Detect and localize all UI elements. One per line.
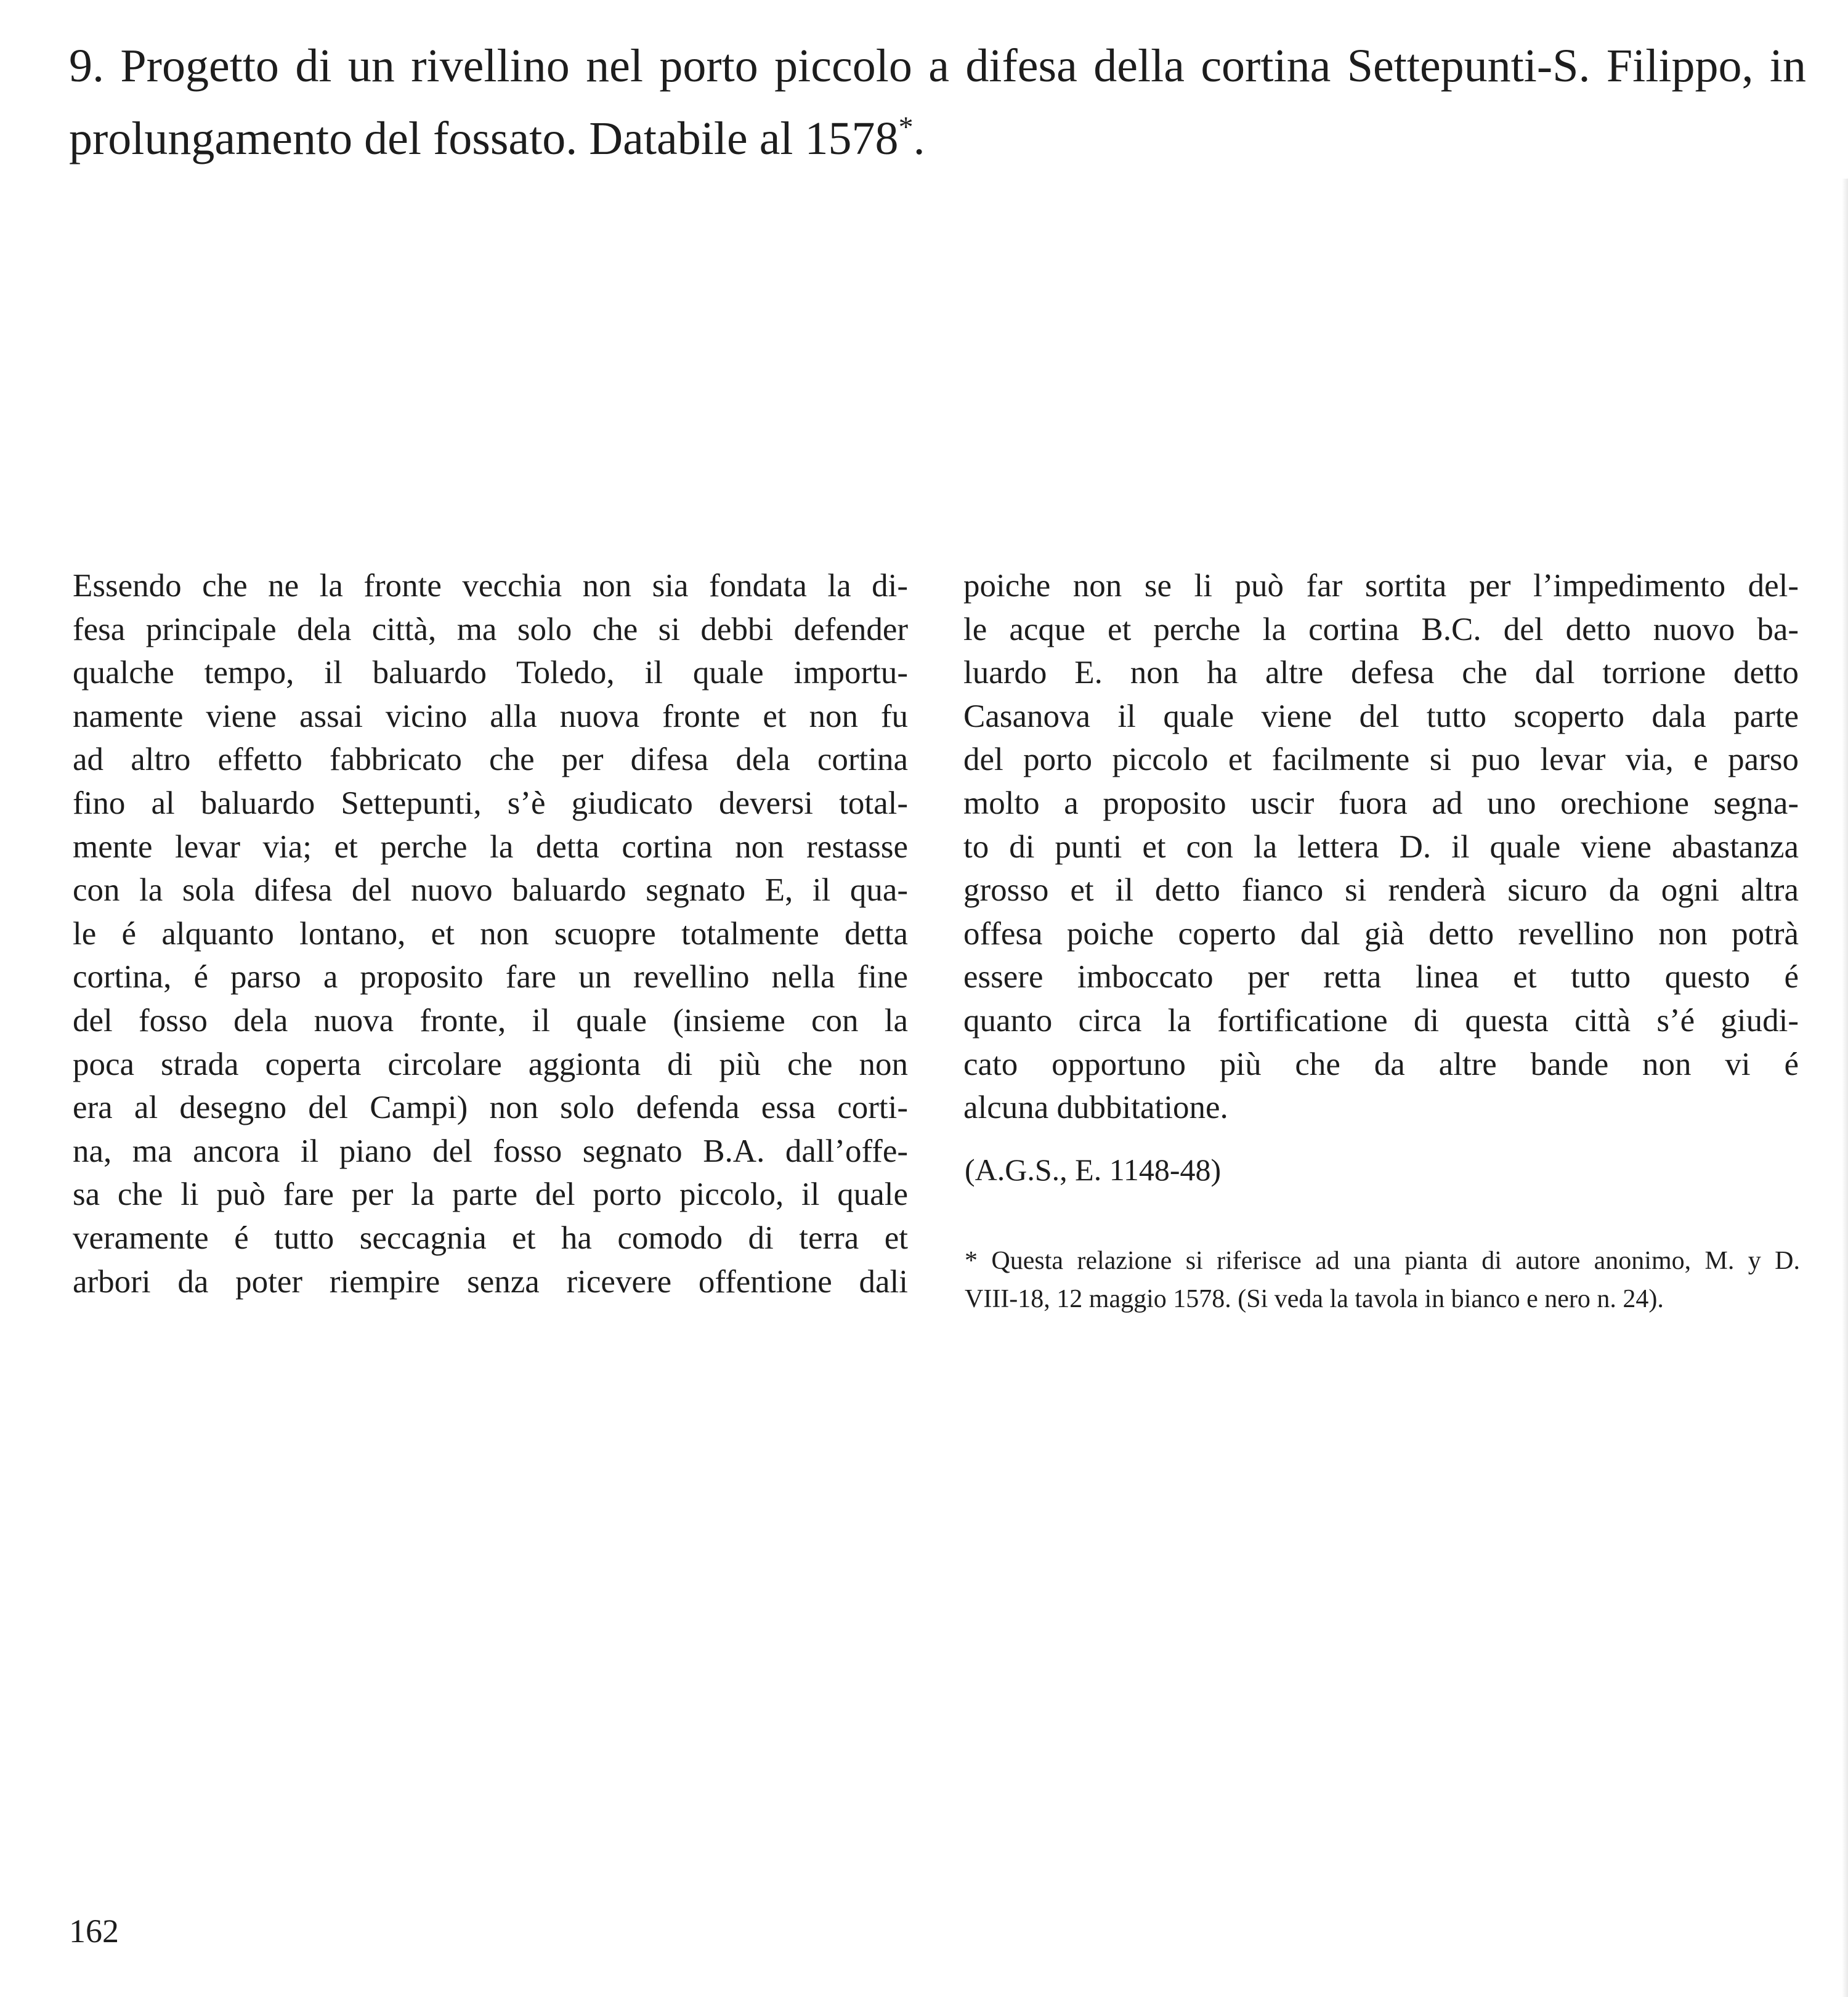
- text-line: fino al baluardo Settepunti, s’è giudicato deversi total-: [73, 785, 908, 821]
- text-line: del fosso dela nuova fronte, il quale (insieme con la: [73, 1002, 908, 1039]
- body-column-right: [963, 564, 1799, 1130]
- text-line: arbori da poter riempire senza ricevere offentione dali: [73, 1263, 908, 1300]
- text-line: na, ma ancora il piano del fosso segnato B.A. dall’offe-: [73, 1133, 908, 1169]
- text-line: luardo E. non ha altre defesa che dal torrione detto: [963, 655, 1799, 691]
- page-edge-shadow: [1842, 179, 1848, 1997]
- text-line: qualche tempo, il baluardo Toledo, il quale importu-: [73, 655, 908, 691]
- text-line: namente viene assai vicino alla nuova fronte et non fu: [73, 698, 908, 734]
- text-line: ad altro effetto fabbricato che per difesa dela cortina: [73, 742, 908, 778]
- title-text: 9. Progetto di un rivellino nel porto piccolo a difesa della cortina Settepunti-S. Filippo, in prolungamento del fossato. Databile al 1578: [69, 40, 1806, 164]
- footnote-line: VIII-18, 12 maggio 1578. (Si veda la tavola in bianco e nero n. 24).: [965, 1285, 1664, 1313]
- text-line: le acque et perche la cortina B.C. del detto nuovo ba-: [963, 611, 1799, 647]
- text-line: molto a proposito uscir fuora ad uno orechione segna-: [963, 785, 1799, 821]
- text-line: Essendo che ne la fronte vecchia non sia fondata la di-: [73, 568, 908, 604]
- title-footnote-marker: *: [898, 111, 914, 144]
- text-line: cato opportuno più che da altre bande non vi é: [963, 1046, 1799, 1082]
- text-line: era al desegno del Campi) non solo defenda essa corti-: [73, 1090, 908, 1126]
- text-line: poiche non se li può far sortita per l’impedimento del-: [963, 568, 1799, 604]
- text-line: con la sola difesa del nuovo baluardo segnato E, il qua-: [73, 872, 908, 909]
- text-line: fesa principale dela città, ma solo che si debbi defender: [73, 611, 908, 647]
- text-line: poca strada coperta circolare aggionta di più che non: [73, 1046, 908, 1082]
- text-line: Casanova il quale viene del tutto scoperto dala parte: [963, 698, 1799, 734]
- footnote-line: * Questa relazione si riferisce ad una pianta di autore anonimo, M. y D.: [965, 1247, 1800, 1275]
- text-line: grosso et il detto fianco si renderà sicuro da ogni altra: [963, 872, 1799, 909]
- text-line: quanto circa la fortificatione di questa città s’é giudi-: [963, 1002, 1799, 1039]
- text-line: mente levar via; et perche la detta cortina non restasse: [73, 828, 908, 865]
- body-column-left: [73, 564, 908, 1303]
- text-line: alcuna dubbitatione.: [963, 1090, 1228, 1126]
- page-number: 162: [69, 1913, 119, 1950]
- archive-citation: (A.G.S., E. 1148-48): [965, 1152, 1222, 1187]
- text-line: essere imboccato per retta linea et tutto questo é: [963, 959, 1799, 995]
- text-line: le é alquanto lontano, et non scuopre totalmente detta: [73, 915, 908, 952]
- text-line: offesa poiche coperto dal già detto revellino non potrà: [963, 915, 1799, 952]
- text-line: sa che li può fare per la parte del porto piccolo, il quale: [73, 1177, 908, 1213]
- text-line: cortina, é parso a proposito fare un revellino nella fine: [73, 959, 908, 995]
- document-title: [69, 30, 1806, 175]
- title-period: .: [913, 113, 925, 164]
- text-line: del porto piccolo et facilmente si puo levar via, e parso: [963, 742, 1799, 778]
- footnote: [965, 1242, 1800, 1318]
- text-line: to di punti et con la lettera D. il quale viene abastanza: [963, 828, 1799, 865]
- text-line: veramente é tutto seccagnia et ha comodo di terra et: [73, 1220, 908, 1256]
